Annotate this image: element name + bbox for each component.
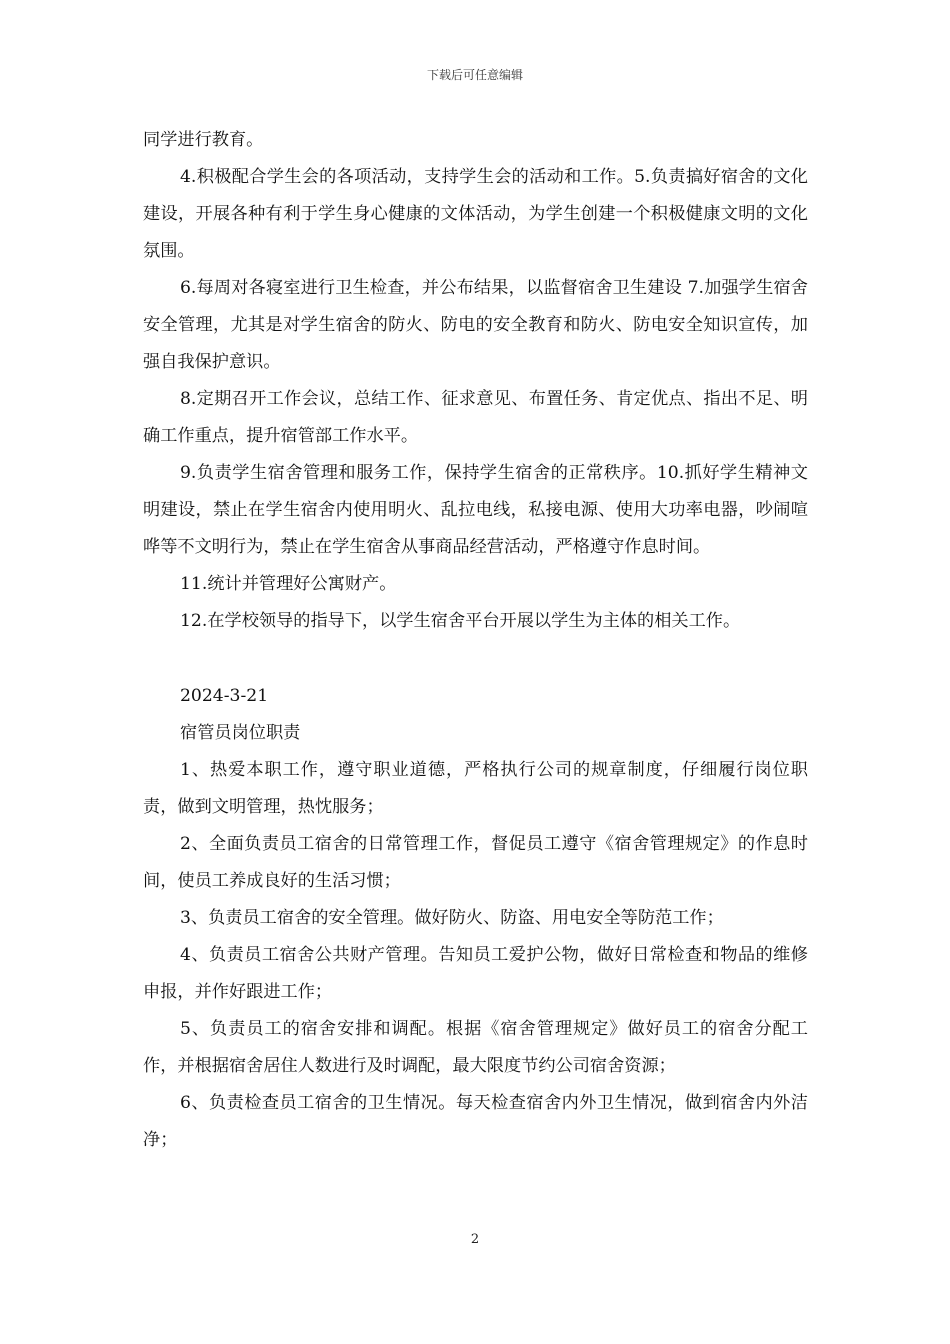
section-before-gap xyxy=(143,122,808,640)
paragraph: 4、负责员工宿舍公共财产管理。告知员工爱护公物，做好日常检查和物品的维修申报，并作好跟进工作； xyxy=(143,945,808,1002)
paragraph: 4.积极配合学生会的各项活动，支持学生会的活动和工作。5.负责搞好宿舍的文化建设，开展各种有利于学生身心健康的文体活动，为学生创建一个积极健康文明的文化氛围。 xyxy=(143,167,808,261)
paragraph: 6、负责检查员工宿舍的卫生情况。每天检查宿舍内外卫生情况，做到宿舍内外洁净； xyxy=(143,1093,808,1150)
paragraph: 3、负责员工宿舍的安全管理。做好防火、防盗、用电安全等防范工作； xyxy=(180,908,724,928)
paragraph: 8.定期召开工作会议，总结工作、征求意见、布置任务、肯定优点、指出不足、明确工作重点，提升宿管部工作水平。 xyxy=(143,389,808,446)
page-header-note: 下载后可任意编辑 xyxy=(426,68,523,82)
section-after-gap xyxy=(143,678,808,1159)
document-body xyxy=(143,122,808,1159)
paragraph: 11.统计并管理好公寓财产。 xyxy=(180,574,397,594)
date-line: 2024-3-21 xyxy=(180,686,269,706)
paragraph: 2、全面负责员工宿舍的日常管理工作，督促员工遵守《宿舍管理规定》的作息时间，使员工养成良好的生活习惯； xyxy=(143,834,808,891)
paragraph: 1、热爱本职工作，遵守职业道德，严格执行公司的规章制度，仔细履行岗位职责，做到文明管理，热忱服务； xyxy=(143,760,808,817)
paragraph: 5、负责员工的宿舍安排和调配。根据《宿舍管理规定》做好员工的宿舍分配工作，并根据宿舍居住人数进行及时调配，最大限度节约公司宿舍资源； xyxy=(143,1019,808,1076)
paragraph: 同学进行教育。 xyxy=(143,130,264,150)
paragraph: 9.负责学生宿舍管理和服务工作，保持学生宿舍的正常秩序。10.抓好学生精神文明建设，禁止在学生宿舍内使用明火、乱拉电线，私接电源、使用大功率电器，吵闹喧哗等不文明行为，禁止在学生宿舍从事商品经营活动，严格遵守作息时间。 xyxy=(143,463,808,557)
blank-line xyxy=(143,640,808,678)
page-number: 2 xyxy=(470,1232,480,1247)
paragraph: 12.在学校领导的指导下，以学生宿舍平台开展以学生为主体的相关工作。 xyxy=(180,611,741,631)
paragraph: 6.每周对各寝室进行卫生检查，并公布结果，以监督宿舍卫生建设 7.加强学生宿舍安全管理，尤其是对学生宿舍的防火、防电的安全教育和防火、防电安全知识宣传，加强自我保护意识。 xyxy=(143,278,808,372)
section-title: 宿管员岗位职责 xyxy=(180,723,301,743)
